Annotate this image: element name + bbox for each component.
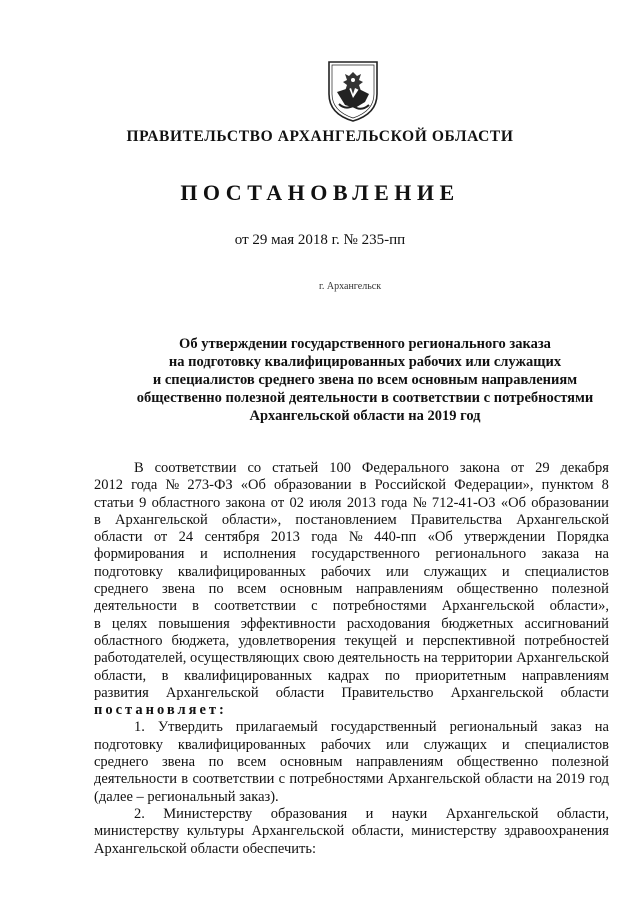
body-word: служащих [423,563,488,580]
body-word: и [501,736,510,753]
body-word: развития [94,684,149,701]
body-line [94,650,609,667]
body-line [94,633,609,650]
body-word: полезной [551,581,609,598]
body-line [94,512,609,529]
body-line [94,771,609,788]
body-word: статьей [272,460,319,476]
document-city: г. Архангельск [318,281,382,292]
body-word: 29 [535,460,550,476]
body-word: удовлетворения [238,632,336,649]
body-word: со [247,460,262,476]
body-word: от [153,529,168,546]
body-word: 1. [134,719,145,736]
title-line: Архангельской области на 2019 год [249,408,481,424]
title-line: Об утверждении государственного регионального заказа [179,336,551,352]
body-word: Архангельской [445,805,539,822]
body-word: «Об [427,529,453,546]
body-word: общественно [456,754,539,771]
body-word: области, [94,667,147,684]
body-word: Порядка [556,529,609,546]
body-word: от [270,494,285,511]
body-word: статьи [94,494,134,511]
body-word: и [405,632,414,649]
body-word: всем [237,581,267,598]
body-word: науки [391,805,428,822]
body-word: Правительство [341,684,434,701]
body-word: среднего [94,581,149,598]
body-word: общественно [456,581,539,598]
body-word: Федерации», [454,477,534,494]
body-word: постановляет: [94,702,227,719]
document-body [94,460,609,858]
body-word: в [359,477,367,494]
title-line: и специалистов среднего звена по всем основным направлениям [152,372,578,388]
body-word: Министерству [163,805,253,822]
body-word: 24 [178,529,194,546]
body-word: образования [270,805,348,822]
body-word: текущей [344,632,397,649]
body-word: 712-41-ОЗ [431,494,496,511]
body-word: потребностей [524,632,609,649]
body-word: год [589,771,609,788]
body-word: прилагаемый [235,719,318,736]
document-type: ПОСТАНОВЛЕНИЕ [180,180,460,205]
title-line: на подготовку квалифицированных рабочих или служащих [168,354,562,370]
body-line [94,668,609,685]
body-word: пунктом [541,477,594,494]
body-line [94,754,609,771]
body-word: перспективной [422,632,516,649]
body-word: государственный [330,719,437,736]
government-name: ПРАВИТЕЛЬСТВО АРХАНГЕЛЬСКОЙ ОБЛАСТИ [126,128,514,145]
body-word: года [311,529,338,546]
body-line [94,460,609,477]
body-word: области, [351,823,404,840]
body-word: здравоохранения [504,823,609,840]
body-word: в [94,511,101,528]
body-word: полезной [551,754,609,771]
body-word: служащих [423,736,488,753]
body-word: области [275,684,325,701]
body-word: в [94,615,101,632]
body-word: подготовку [94,563,163,580]
body-word: звена [161,581,196,598]
body-word: области», [549,598,609,615]
body-word: Архангельской [441,598,535,615]
body-word: по [208,754,224,771]
body-word: основным [279,581,343,598]
body-line [94,581,609,598]
body-word: деятельность [337,650,420,667]
body-line [94,529,609,546]
body-word: года [381,494,408,511]
body-word: 2013 [270,529,300,546]
body-word: соответствии [154,460,237,476]
body-word: на [423,650,438,667]
body-word: исполнения [223,546,296,563]
document-date-number: от 29 мая 2018 г. № 235-пп [234,232,406,248]
body-word: Архангельской [516,511,609,528]
body-word: эффективности [240,615,336,632]
body-word: среднего [94,754,149,771]
body-word: 2012 [94,477,123,494]
body-word: работодателей, [94,650,187,667]
body-word: 2019 [555,771,585,788]
body-word: осуществляющих [190,650,300,667]
body-word: (далее – региональный заказ). [94,788,279,805]
body-word: постановлением [295,511,397,528]
body-word: соответствии [214,598,297,615]
body-word: рабочих [320,563,372,580]
body-line [94,789,609,806]
body-word: территории [441,650,513,667]
body-word: 02 [289,494,305,511]
body-word: бюджетных [441,615,514,632]
body-word: направлениям [356,754,444,771]
title-line: общественно полезной деятельности в соответствии с потребностями [136,390,594,406]
body-word: основным [279,754,343,771]
body-word: на [537,771,552,788]
body-word: Архангельской [387,771,481,788]
body-word: образовании [531,494,609,511]
body-word: № [348,529,363,546]
body-word: 9 [139,494,147,511]
body-word: целях [111,615,148,632]
body-word: на [594,546,609,563]
body-line [94,685,609,702]
body-word: с [278,771,286,788]
body-word: 273-ФЗ [187,477,233,494]
body-word: декабря [560,460,609,476]
body-word: области [484,771,534,788]
body-line [94,806,609,823]
body-word: на [594,719,609,736]
body-word: Архангельской [516,650,609,667]
body-word: культуры [186,823,244,840]
body-word: Российской [374,477,447,494]
body-word: свою [303,650,335,667]
body-line [94,598,609,615]
body-word: области [560,684,609,701]
body-line [94,737,609,754]
body-word: специалистов [524,736,609,753]
body-word: квалифицированных [184,667,313,684]
body-word: кадрах [327,667,370,684]
body-word: от [510,460,525,476]
body-word: областного [151,494,221,511]
body-word: закона [225,494,266,511]
body-word: области [94,529,143,546]
body-word: областного [94,632,163,649]
body-word: и [365,805,374,822]
body-word: направлениям [356,581,444,598]
body-word: повышения [158,615,230,632]
body-word: в [192,598,199,615]
body-line [94,841,609,858]
body-word: деятельности [94,598,178,615]
body-word: в [161,667,169,684]
body-word: сентября [204,529,260,546]
body-line [94,495,609,512]
body-word: деятельности [94,771,178,788]
body-word: министерству [94,823,180,840]
body-word: 8 [601,477,609,494]
body-word: звена [161,754,196,771]
body-word: и [501,563,510,580]
body-word: июля [309,494,342,511]
body-word: квалифицированных [177,736,306,753]
body-word: Архангельской области обеспечить: [94,840,317,857]
arkhangelsk-coat-of-arms-icon [325,58,381,124]
body-word: квалифицированных [177,563,306,580]
body-word: Архангельской [450,684,544,701]
body-word: и [199,546,208,563]
body-line [94,702,609,719]
body-word: заказ [550,719,582,736]
body-word: ассигнований [524,615,609,632]
body-word: бюджета, [171,632,230,649]
body-word: подготовку [94,736,163,753]
body-word: Федерального [361,460,449,476]
body-word: специалистов [524,563,609,580]
body-word: Архангельской [165,684,259,701]
body-word: утверждении [464,529,546,546]
body-line [94,719,609,736]
body-word: года [131,477,158,494]
body-word: Правительства [410,511,503,528]
body-word: всем [237,754,267,771]
document-title [90,335,640,425]
body-word: региональный [449,719,538,736]
body-word: Архангельской [251,823,345,840]
body-word: 100 [329,460,351,476]
body-word: «Об [240,477,266,494]
body-word: 2013 [346,494,376,511]
body-word: потребностями [332,598,427,615]
body-word: № [412,494,427,511]
body-word: В [134,460,144,476]
body-word: 2. [134,805,145,822]
body-word: министерству [411,823,497,840]
body-word: закона [459,460,500,476]
body-word: области», [221,511,282,528]
body-word: или [385,563,409,580]
body-word: области, [556,805,609,822]
body-word: по [384,667,400,684]
body-word: заказа [541,546,580,563]
body-word: направлениям [521,667,609,684]
body-word: Утвердить [157,719,223,736]
body-word: расходования [346,615,431,632]
body-word: по [208,581,224,598]
body-line [94,616,609,633]
body-word: или [385,736,409,753]
body-word: формирования [94,546,185,563]
body-word: потребностями [289,771,384,788]
body-line [94,823,609,840]
body-word: соответствии [192,771,275,788]
body-word: 440-пп [374,529,417,546]
body-word: регионального [435,546,527,563]
body-word: рабочих [320,736,372,753]
body-line [94,564,609,581]
body-line [94,546,609,563]
body-word: приоритетным [415,667,507,684]
body-line [94,477,609,494]
body-word: Архангельской [115,511,208,528]
body-word: образовании [273,477,352,494]
body-word: в [181,771,189,788]
body-word: «Об [500,494,526,511]
body-word: государственного [311,546,420,563]
body-word: с [311,598,318,615]
body-word: № [165,477,180,494]
